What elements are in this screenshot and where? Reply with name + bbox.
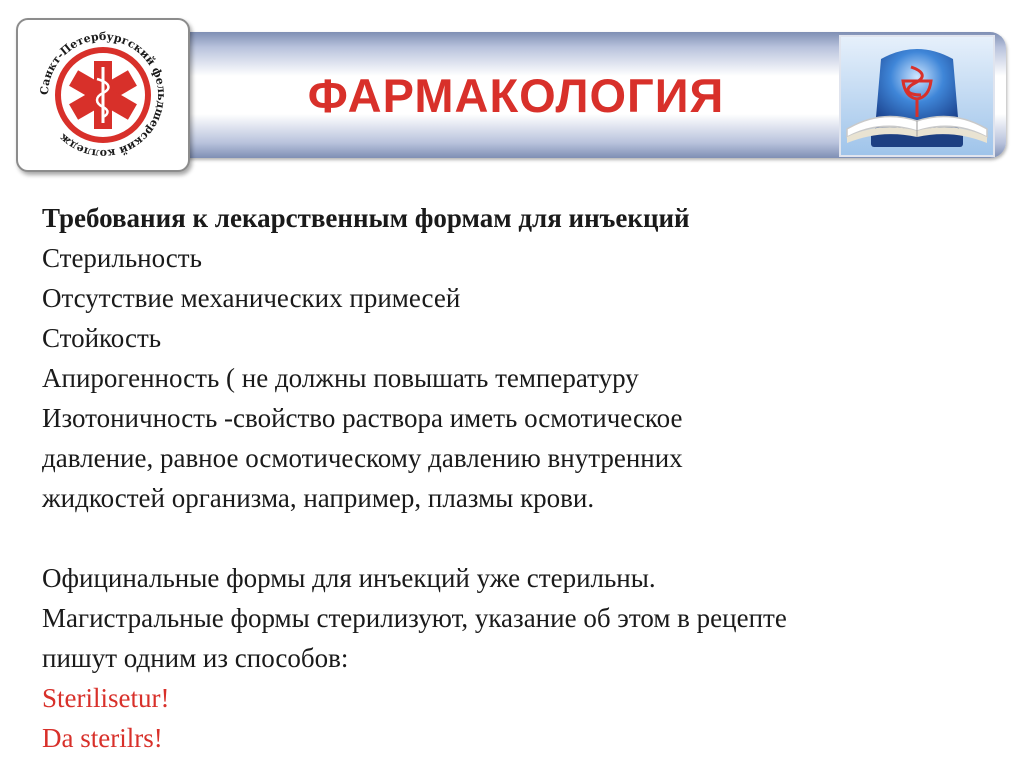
note-line: Официнальные формы для инъекций уже стерильны. xyxy=(42,563,656,593)
book-with-snake-bowl-and-blue-siren-icon xyxy=(841,37,993,155)
requirement-item: Стойкость xyxy=(42,323,162,353)
requirement-item: Стерильность xyxy=(42,243,202,273)
latin-phrase: Sterilisetur! xyxy=(42,683,170,713)
star-of-life-emblem-icon xyxy=(28,26,178,164)
college-logo xyxy=(16,18,190,172)
requirement-item: Отсутствие механических примесей xyxy=(42,283,461,313)
note-line: Магистральные формы стерилизуют, указание об этом в рецепте xyxy=(42,603,787,633)
header-bar xyxy=(16,18,1014,160)
requirement-item: Апирогенность ( не должны повышать температуру xyxy=(42,363,639,393)
requirement-item: жидкостей организма, например, плазмы крови. xyxy=(42,483,595,513)
pharmacy-book-image xyxy=(839,35,995,157)
logo-ring-text: Санкт-Петербургский фельдшерский колледж xyxy=(37,29,169,161)
slide-body xyxy=(42,198,1002,758)
latin-phrase: Da sterilrs! xyxy=(42,723,163,753)
slide-title: ФАРМАКОЛОГИЯ xyxy=(307,68,725,122)
note-line: пишут одним из способов: xyxy=(42,643,349,673)
requirement-item: Изотоничность -свойство раствора иметь осмотическое xyxy=(42,403,683,433)
requirements-heading: Требования к лекарственным формам для инъекций xyxy=(42,203,690,233)
paragraph-gap xyxy=(42,518,1002,558)
requirement-item: давление, равное осмотическому давлению внутренних xyxy=(42,443,683,473)
